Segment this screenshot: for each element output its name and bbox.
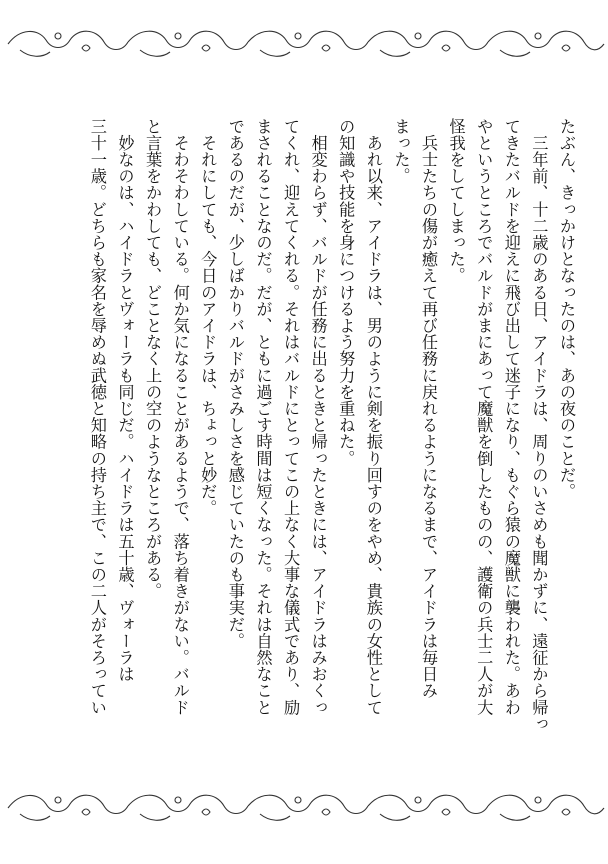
bottom-ornament-border <box>0 786 608 830</box>
text-line: 兵士たちの傷が癒えて再び任務に戻れるようになるまで、アイドラは毎日み <box>419 118 439 699</box>
text-line: まされることなのだ。だが、ともに過ごす時間は短くなった。それは自然なこと <box>253 118 273 716</box>
text-line: であるのだが、少しばかりバルドがさみしさを感じていたのも事実だ。 <box>225 118 245 650</box>
scroll-ornament-icon <box>0 786 608 830</box>
text-line: たぶん、きっかけとなったのは、あの夜のことだ。 <box>557 118 576 500</box>
text-line: てきたバルドを迎えに飛び出して迷子になり、もぐら猿の魔獣に襲われた。あわ <box>501 118 521 716</box>
text-line: 相変わらず、バルドが任務に出るときと帰ったときには、アイドラはみおくっ <box>308 118 328 716</box>
scroll-ornament-icon <box>0 22 608 66</box>
vertical-body-text <box>83 118 580 778</box>
text-line: 三年前、十二歳のある日、アイドラは、周りのいさめも聞かずに、遠征から帰っ <box>529 118 549 733</box>
text-line: それにしても、今日のアイドラは、ちょっと妙だ。 <box>198 118 218 517</box>
text-line: まった。 <box>391 118 411 185</box>
text-line: の知識や技能を身につけるよう努力を重ねた。 <box>336 118 356 467</box>
text-line: やというところでバルドがまにあって魔獣を倒したものの、護衛の兵士二人が大 <box>474 118 494 716</box>
text-line: そわそわしている。何か気になることがあるようで、落ち着きがない。バルド <box>170 118 190 716</box>
text-line: てくれ、迎えてくれる。それはバルドにとってこの上なく大事な儀式であり、励 <box>281 118 301 716</box>
text-line: あれ以来、アイドラは、男のように剣を振り回すのをやめ、貴族の女性として <box>363 118 383 716</box>
text-line: 三十一歳。どちらも家名を辱めぬ武徳と知略の持ち主で、この二人がそろってい <box>87 118 107 716</box>
text-line: 妙なのは、ハイドラとヴォーラも同じだ。ハイドラは五十歳、ヴォーラは <box>115 118 135 683</box>
top-ornament-border <box>0 22 608 66</box>
text-line: と言葉をかわしても、どことなく上の空のようなところがある。 <box>143 118 163 600</box>
text-line: 怪我をしてしまった。 <box>446 118 466 284</box>
